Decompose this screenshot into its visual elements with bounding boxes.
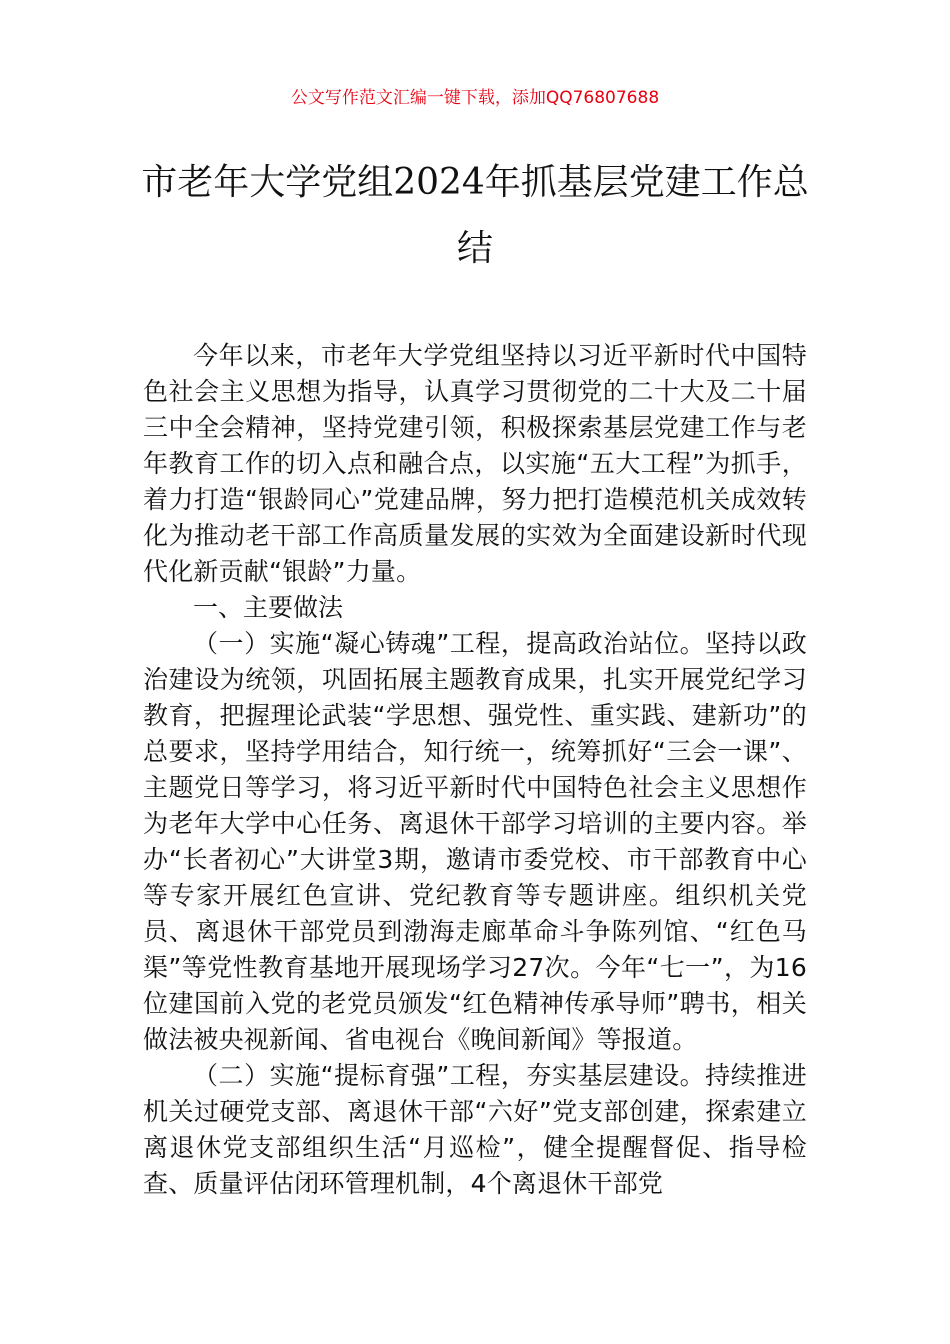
section-heading-main-practices: 一、主要做法 xyxy=(193,593,344,622)
download-banner: 公文写作范文汇编一键下载，添加QQ76807688 xyxy=(290,88,660,108)
document-title: 市老年大学党组2024年抓基层党建工作总结 xyxy=(141,162,809,269)
paragraph-item-2: （二）实施“提标育强”工程，夯实基层建设。持续推进机关过硬党支部、离退休干部“六好”党支部创建，探索建立离退休党支部组织生活“月巡检”，健全提醒督促、指导检查、质量评估闭环管理机制，4个离退休干部党 xyxy=(143,1061,807,1198)
document-body xyxy=(143,338,807,1202)
intro-paragraph: 今年以来，市老年大学党组坚持以习近平新时代中国特色社会主义思想为指导，认真学习贯彻党的二十大及二十届三中全会精神，坚持党建引领，积极探索基层党建工作与老年教育工作的切入点和融合点，以实施“五大工程”为抓手，着力打造“银龄同心”党建品牌，努力把打造模范机关成效转化为推动老干部工作高质量发展的实效为全面建设新时代现代化新贡献“银龄”力量。 xyxy=(143,341,807,586)
paragraph-item-1: （一）实施“凝心铸魂”工程，提高政治站位。坚持以政治建设为统领，巩固拓展主题教育成果，扎实开展党纪学习教育，把握理论武装“学思想、强党性、重实践、建新功”的总要求，坚持学用结合，知行统一，统筹抓好“三会一课”、主题党日等学习，将习近平新时代中国特色社会主义思想作为老年大学中心任务、离退休干部学习培训的主要内容。举办“长者初心”大讲堂3期，邀请市委党校、市干部教育中心等专家开展红色宣讲、党纪教育等专题讲座。组织机关党员、离退休干部党员到渤海走廊革命斗争陈列馆、“红色马渠”等党性教育基地开展现场学习27次。今年“七一”，为16位建国前入党的老党员颁发“红色精神传承导师”聘书，相关做法被央视新闻、省电视台《晚间新闻》等报道。 xyxy=(143,629,807,1054)
